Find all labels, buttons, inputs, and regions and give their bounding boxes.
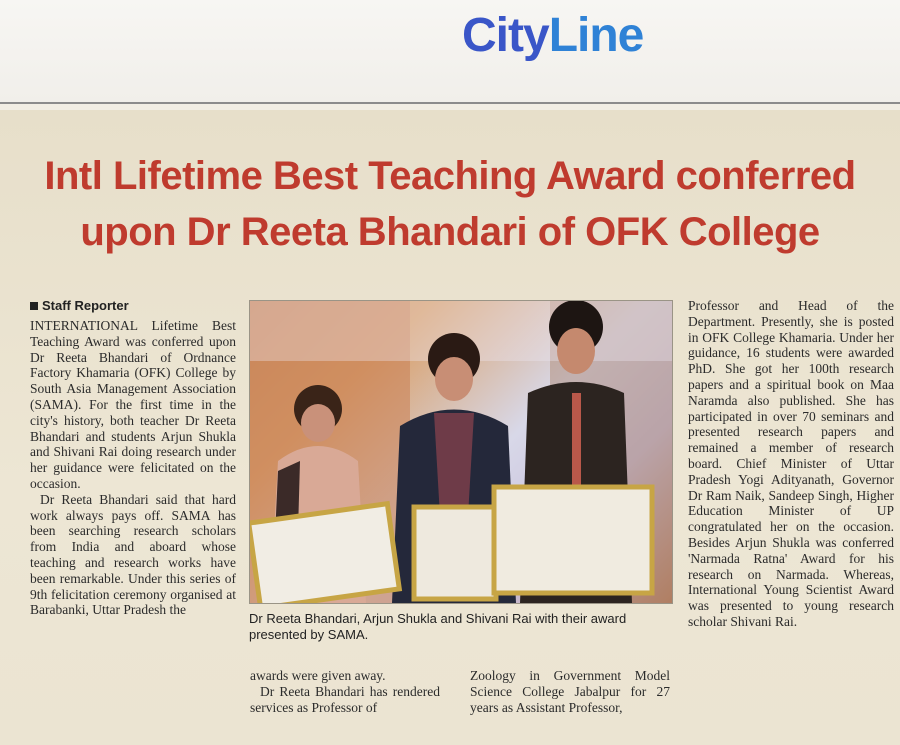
headline-line1: Intl Lifetime Best Teaching Award conferred <box>44 154 856 198</box>
byline <box>30 298 129 313</box>
masthead-logo <box>462 4 643 68</box>
masthead-part2: Line <box>548 9 644 62</box>
headline-line2: upon Dr Reeta Bhandari of OFK College <box>80 210 820 254</box>
column-2-paragraph-2: Dr Reeta Bhandari has rendered services as Professor of <box>250 683 440 715</box>
article-column-2 <box>250 668 440 715</box>
photo-caption: Dr Reeta Bhandari, Arjun Shukla and Shivani Rai with their award presented by SAMA. <box>249 611 627 642</box>
masthead-band <box>0 0 900 102</box>
column-2-paragraph-1: awards were given away. <box>250 668 386 683</box>
headline <box>20 148 880 260</box>
award-photo-illustration <box>250 301 672 603</box>
column-1-paragraph-2: Dr Reeta Bhandari said that hard work always pays off. SAMA has been searching research scholars from India and aboard whose teaching and research works have been remarkable. Under this series of 9th felicitation ceremony organised at Barabanki, Uttar Pradesh the <box>30 491 236 618</box>
column-1-paragraph-1: INTERNATIONAL Lifetime Best Teaching Award was conferred upon Dr Reeta Bhandari of Ordnance Factory Khamaria (OFK) College by South Asia Management Association (SAMA). For the first time in the city's history, both teacher Dr Reeta Bhandari and students Arjun Shukla and Shivani Rai doing research under her guidance were felicitated on the occasion. <box>30 318 236 491</box>
column-3-paragraph-1: Zoology in Government Model Science College Jabalpur for 27 years as Assistant Professor, <box>470 668 670 715</box>
article-column-4 <box>688 298 894 630</box>
byline-text: Staff Reporter <box>42 298 129 313</box>
article-column-1 <box>30 318 236 618</box>
byline-square-icon <box>30 302 38 310</box>
masthead-part1: City <box>462 9 549 62</box>
award-photo <box>249 300 673 604</box>
article-column-3 <box>470 668 670 715</box>
masthead-rule <box>0 102 900 104</box>
column-4-paragraph-1: Professor and Head of the Department. Presently, she is posted in OFK College Khamaria. Under her guidance, 16 students were awarded PhD. She got her 100th research papers and a spiritual book on Maa Naramda also published. She has participated in over 70 seminars and presented research papers and remained a member of research board. Chief Minister of Uttar Pradesh Yogi Adityanath, Governor Dr Ram Naik, Sandeep Singh, Higher Education Minister of UP congratulated her on the occasion. Besides Arjun Shukla was conferred 'Narmada Ratna' Award for his research on Narmada. Whereas, International Young Scientist Award was presented to young research scholar Shivani Rai. <box>688 298 894 629</box>
